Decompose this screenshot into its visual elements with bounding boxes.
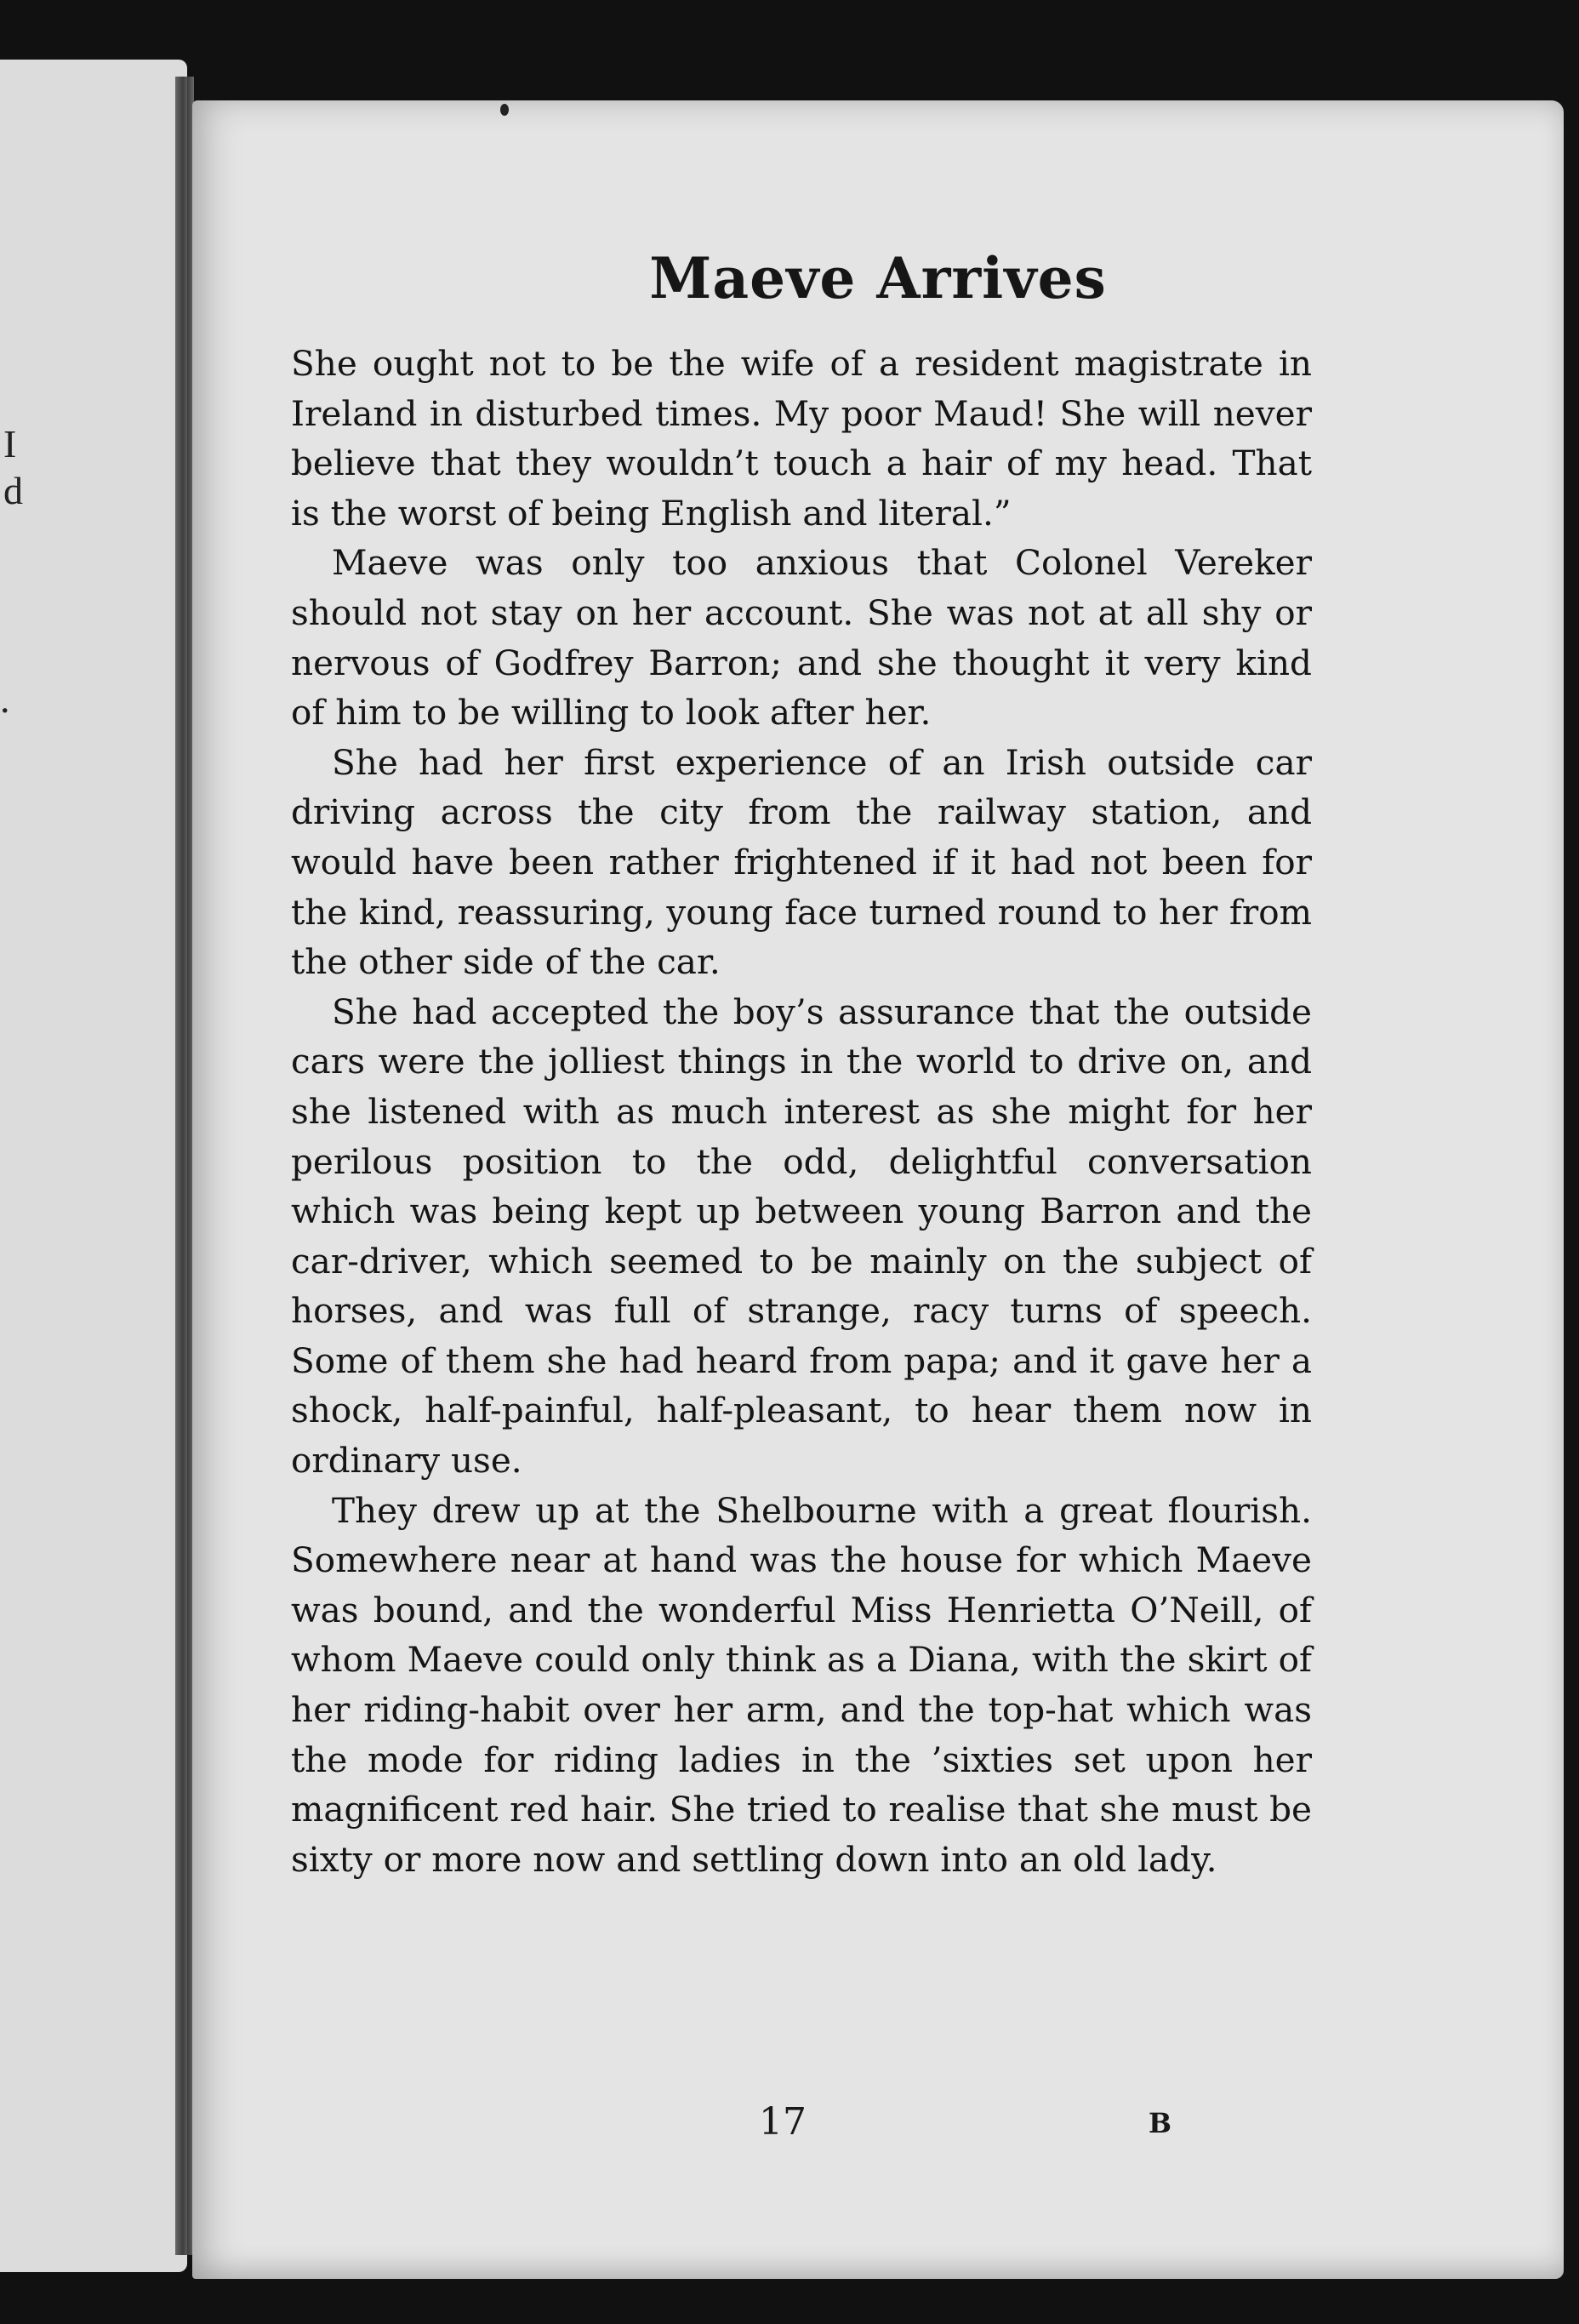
left-page-fragment: d xyxy=(3,469,23,512)
page-number: 17 xyxy=(759,2100,807,2144)
body-text xyxy=(291,339,1312,1884)
running-head: Maeve Arrives xyxy=(649,245,1107,311)
left-page-fragment: I xyxy=(3,422,17,465)
paragraph: They drew up at the Shelbourne with a great flourish. Somewhere near at hand was the house for which Maeve was bound, and the wonderful Miss Henrietta O’Neill, of whom Maeve could only think as a Diana, with the skirt of her riding-habit over her arm, and the top-hat which was the mode for riding ladies in the ’sixties set upon her magnificent red hair. She tried to realise that she must be sixty or more now and settling down into an old lady. xyxy=(291,1489,1312,1880)
paragraph: She had her first experience of an Irish outside car driving across the city from the railway station, and would have been rather frightened if it had not been for the kind, reassuring, young face turned round to her from the other side of the car. xyxy=(291,741,1312,983)
ink-speck xyxy=(500,104,509,116)
paragraph: She had accepted the boy’s assurance that the outside cars were the jolliest things in the world to drive on, and she listened with as much interest as she might for her perilous position to the odd, delightful conversation which was being kept up between young Barron and the car-driver, which seemed to be mainly on the subject of horses, and was full of strange, racy turns of speech. Some of them she had heard from papa; and it gave her a shock, half-painful, half-pleasant, to hear them now in ordinary use. xyxy=(291,991,1312,1482)
paragraph: Maeve was only too anxious that Colonel Vereker should not stay on her account. She was not at all shy or nervous of Godfrey Barron; and she thought it very kind of him to be willing to look after her. xyxy=(291,542,1312,734)
left-page-fragment: . xyxy=(0,677,10,721)
signature-mark: B xyxy=(1149,2107,1172,2139)
paragraph: She ought not to be the wife of a resident magistrate in Ireland in disturbed times. My poor Maud! She will never believe that they wouldn’t touch a hair of my head. That is the worst of being English and literal.” xyxy=(291,343,1312,534)
book-gutter xyxy=(175,77,194,2255)
right-page xyxy=(192,100,1564,2279)
left-page-edge xyxy=(0,60,187,2272)
